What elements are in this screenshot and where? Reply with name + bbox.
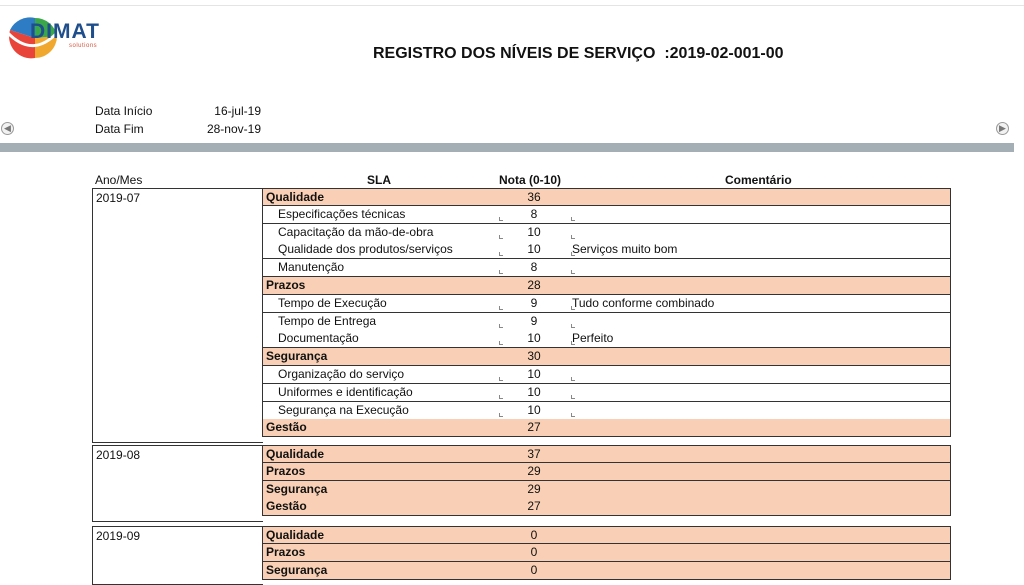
prev-page-icon[interactable]: ◀ bbox=[1, 122, 14, 135]
month-label: 2019-07 bbox=[96, 191, 141, 205]
nota-value: 10 bbox=[527, 367, 541, 381]
sla-name: Documentação bbox=[278, 331, 359, 345]
category-row bbox=[262, 526, 951, 544]
cell-corner-mark bbox=[571, 341, 575, 345]
cell-corner-mark bbox=[499, 235, 503, 239]
cell-corner-mark bbox=[571, 306, 575, 310]
criterion-row bbox=[262, 241, 951, 259]
sla-name: Qualidade dos produtos/serviços bbox=[278, 242, 453, 256]
nota-value: 10 bbox=[527, 242, 541, 256]
nota-value: 10 bbox=[527, 385, 541, 399]
comentario-value: Serviços muito bom bbox=[572, 242, 678, 256]
nota-value: 8 bbox=[530, 207, 538, 221]
nota-value: 37 bbox=[527, 447, 541, 461]
cell-corner-mark bbox=[499, 217, 503, 221]
logo-wordmark: DIMAT bbox=[30, 20, 100, 43]
category-row bbox=[262, 498, 951, 516]
cell-corner-mark bbox=[571, 324, 575, 328]
nota-value: 10 bbox=[527, 225, 541, 239]
top-divider bbox=[0, 5, 1024, 6]
header-band bbox=[0, 143, 1014, 152]
cell-corner-mark bbox=[499, 341, 503, 345]
cell-corner-mark bbox=[571, 377, 575, 381]
nota-value: 28 bbox=[527, 278, 541, 292]
criterion-row bbox=[262, 313, 951, 331]
nota-value: 8 bbox=[530, 260, 538, 274]
criterion-row bbox=[262, 384, 951, 402]
sla-name: Segurança bbox=[266, 482, 328, 496]
category-row bbox=[262, 419, 951, 437]
nota-value: 27 bbox=[527, 499, 541, 513]
sla-name: Gestão bbox=[266, 499, 307, 513]
dimat-logo bbox=[5, 12, 120, 64]
logo-tagline: solutions bbox=[69, 43, 98, 49]
start-date-value: 16-jul-19 bbox=[214, 104, 261, 118]
nota-value: 30 bbox=[527, 349, 541, 363]
nota-value: 29 bbox=[527, 464, 541, 478]
sla-name: Segurança na Execução bbox=[278, 403, 409, 417]
cell-corner-mark bbox=[499, 270, 503, 274]
sla-name: Manutenção bbox=[278, 260, 345, 274]
month-label: 2019-08 bbox=[96, 448, 141, 462]
cell-corner-mark bbox=[571, 270, 575, 274]
sla-name: Organização do serviço bbox=[278, 367, 405, 381]
comentario-value: Perfeito bbox=[572, 331, 614, 345]
sla-name: Uniformes e identificação bbox=[278, 385, 413, 399]
criterion-row bbox=[262, 366, 951, 384]
criterion-row bbox=[262, 206, 951, 224]
category-row bbox=[262, 562, 951, 580]
month-group bbox=[92, 526, 263, 585]
cell-corner-mark bbox=[571, 252, 575, 256]
month-group bbox=[92, 188, 263, 443]
cell-corner-mark bbox=[571, 413, 575, 417]
cell-corner-mark bbox=[499, 413, 503, 417]
nota-value: 0 bbox=[530, 545, 538, 559]
cell-corner-mark bbox=[571, 395, 575, 399]
sla-name: Tempo de Execução bbox=[278, 296, 387, 310]
sla-name: Tempo de Entrega bbox=[278, 314, 377, 328]
end-date-value: 28-nov-19 bbox=[206, 122, 261, 136]
start-date-label: Data Início bbox=[95, 104, 153, 118]
cell-corner-mark bbox=[499, 377, 503, 381]
nota-value: 0 bbox=[530, 563, 538, 577]
column-header-anomes: Ano/Mes bbox=[95, 173, 143, 187]
sla-name: Qualidade bbox=[266, 528, 325, 542]
sla-name: Especificações técnicas bbox=[278, 207, 406, 221]
nota-value: 10 bbox=[527, 331, 541, 345]
sla-name: Prazos bbox=[266, 278, 306, 292]
cell-corner-mark bbox=[499, 306, 503, 310]
column-header-nota: Nota (0-10) bbox=[499, 173, 562, 187]
criterion-row bbox=[262, 224, 951, 242]
category-row bbox=[262, 348, 951, 366]
criterion-row bbox=[262, 259, 951, 277]
cell-corner-mark bbox=[499, 252, 503, 256]
criterion-row bbox=[262, 330, 951, 348]
category-row bbox=[262, 481, 951, 499]
nota-value: 0 bbox=[530, 528, 538, 542]
sla-name: Qualidade bbox=[266, 447, 325, 461]
sla-name: Segurança bbox=[266, 349, 328, 363]
page-title: REGISTRO DOS NÍVEIS DE SERVIÇO :2019-02-001-00 bbox=[373, 45, 784, 62]
cell-corner-mark bbox=[571, 235, 575, 239]
comentario-value: Tudo conforme combinado bbox=[572, 296, 715, 310]
category-row bbox=[262, 463, 951, 481]
nota-value: 29 bbox=[527, 482, 541, 496]
nota-value: 27 bbox=[527, 420, 541, 434]
end-date-label: Data Fim bbox=[95, 122, 144, 136]
column-header-comentario: Comentário bbox=[725, 173, 792, 187]
category-row bbox=[262, 544, 951, 562]
column-header-sla: SLA bbox=[367, 173, 391, 187]
cell-corner-mark bbox=[499, 395, 503, 399]
month-label: 2019-09 bbox=[96, 529, 141, 543]
category-row bbox=[262, 445, 951, 463]
nota-value: 36 bbox=[527, 190, 541, 204]
next-page-icon[interactable]: ▶ bbox=[996, 122, 1009, 135]
sla-name: Gestão bbox=[266, 420, 307, 434]
cell-corner-mark bbox=[571, 217, 575, 221]
criterion-row bbox=[262, 295, 951, 313]
month-group bbox=[92, 445, 263, 522]
nota-value: 9 bbox=[530, 296, 538, 310]
nota-value: 9 bbox=[530, 314, 538, 328]
nota-value: 10 bbox=[527, 403, 541, 417]
category-row bbox=[262, 188, 951, 206]
category-row bbox=[262, 277, 951, 295]
sla-name: Prazos bbox=[266, 464, 306, 478]
sla-name: Capacitação da mão-de-obra bbox=[278, 225, 434, 239]
criterion-row bbox=[262, 402, 951, 420]
cell-corner-mark bbox=[499, 324, 503, 328]
sla-name: Segurança bbox=[266, 563, 328, 577]
sla-name: Qualidade bbox=[266, 190, 325, 204]
sla-name: Prazos bbox=[266, 545, 306, 559]
